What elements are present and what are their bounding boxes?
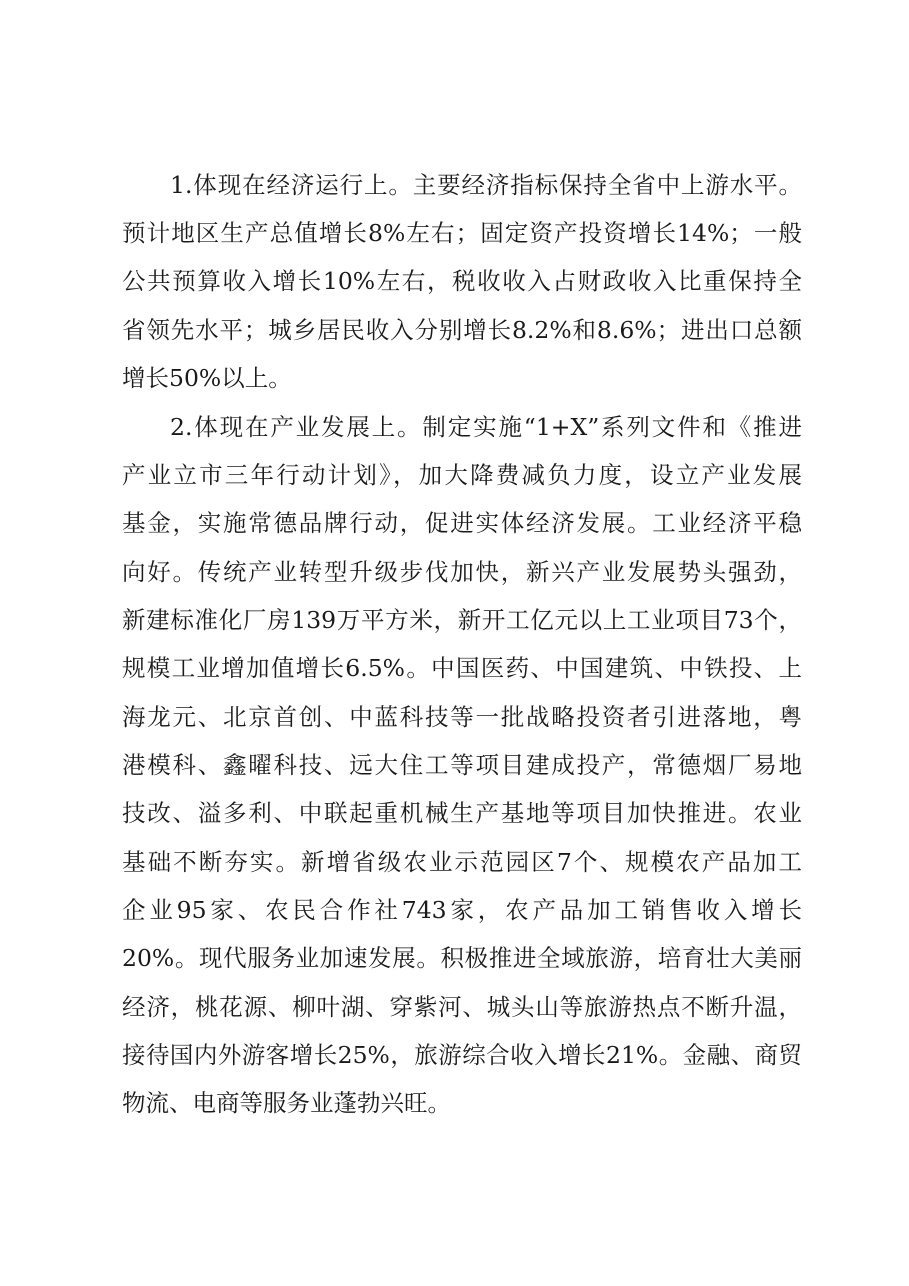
paragraph-1-line-1: 1.体现在经济运行上。主要经济指标保持全省中上游水平。 [170,171,802,199]
paragraph-2-line-7: 海龙元、北京首创、中蓝科技等一批战略投资者引进落地，粤 [122,703,802,731]
paragraph-1-line-4: 省领先水平；城乡居民收入分别增长8.2%和8.6%；进出口总额 [122,316,802,344]
paragraph-2-line-10: 基础不断夯实。新增省级农业示范园区7个、规模农产品加工 [122,848,802,876]
paragraph-2-line-5: 新建标准化厂房139万平方米，新开工亿元以上工业项目73个， [122,606,802,634]
paragraph-1-line-3: 公共预算收入增长10%左右，税收收入占财政收入比重保持全 [122,267,802,295]
paragraph-2-line-2: 产业立市三年行动计划》，加大降费减负力度，设立产业发展 [122,461,802,489]
paragraph-2-line-9: 技改、溢多利、中联起重机械生产基地等项目加快推进。农业 [122,799,802,827]
paragraph-2-line-8: 港模科、鑫曜科技、远大住工等项目建成投产，常德烟厂易地 [122,751,802,779]
paragraph-2-line-14: 接待国内外游客增长25%，旅游综合收入增长21%。金融、商贸 [122,1041,802,1069]
paragraph-1-line-2: 预计地区生产总值增长8%左右；固定资产投资增长14%；一般 [122,219,802,247]
paragraph-2-line-1: 2.体现在产业发展上。制定实施“1+X”系列文件和《推进 [170,413,802,441]
paragraph-2-line-13: 经济，桃花源、柳叶湖、穿紫河、城头山等旅游热点不断升温， [122,993,802,1021]
paragraph-2-line-15: 物流、电商等服务业蓬勃兴旺。 [122,1089,451,1117]
paragraph-2-line-11: 企业95家、农民合作社743家，农产品加工销售收入增长 [122,896,802,924]
paragraph-2-line-12: 20%。现代服务业加速发展。积极推进全域旅游，培育壮大美丽 [122,944,802,972]
paragraph-1-line-5: 增长50%以上。 [122,364,292,392]
paragraph-2-line-3: 基金，实施常德品牌行动，促进实体经济发展。工业经济平稳 [122,509,802,537]
paragraph-2-line-6: 规模工业增加值增长6.5%。中国医药、中国建筑、中铁投、上 [122,654,802,682]
paragraph-2-line-4: 向好。传统产业转型升级步伐加快，新兴产业发展势头强劲， [122,558,802,586]
